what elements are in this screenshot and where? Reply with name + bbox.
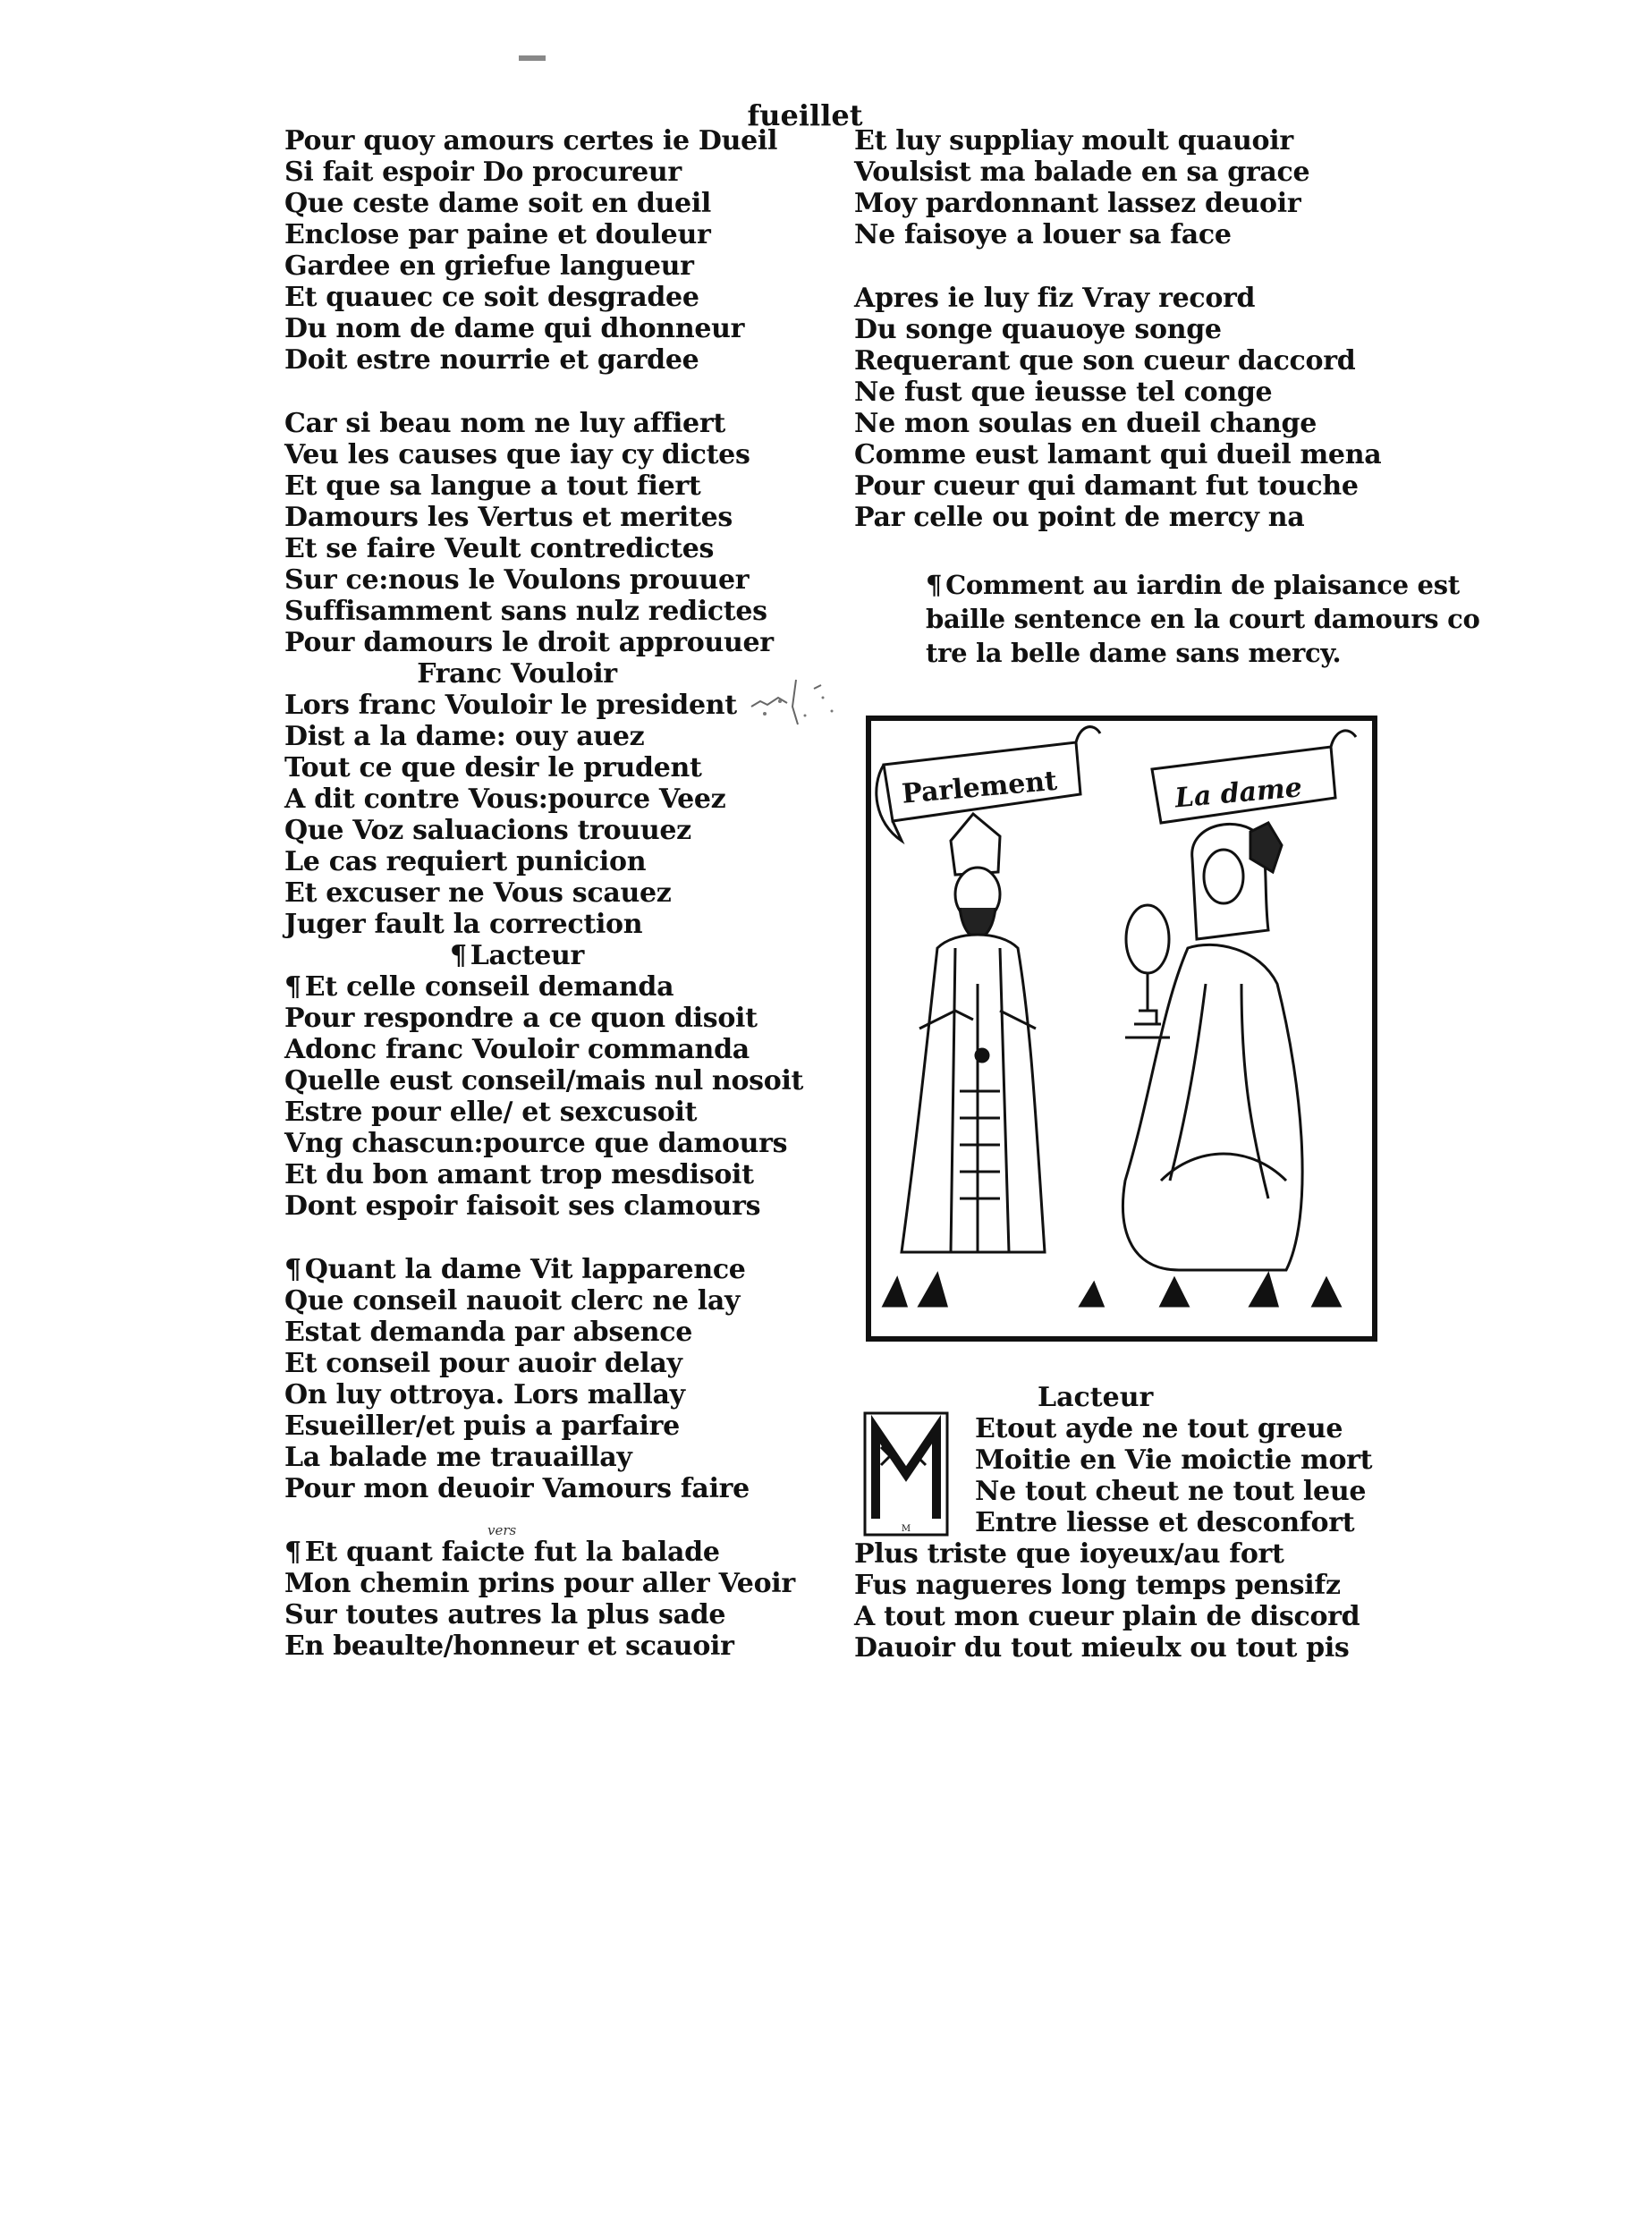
stanza-1 — [284, 125, 778, 376]
stanza-3 — [284, 690, 750, 940]
verse-line: Sur ce:nous le Voulons prouuer — [284, 564, 750, 596]
stray-ink-mark — [733, 662, 859, 742]
verse-line: Esueiller/et puis a parfaire — [284, 1410, 680, 1442]
banner-left-label: Parlement — [900, 765, 1059, 810]
verse-line: Dist a la dame: ouy auez — [284, 721, 645, 752]
verse-line: Et du bon amant trop mesdisoit — [284, 1159, 754, 1190]
verse-line: Et se faire Veult contredictes — [284, 533, 715, 564]
verse-line: La balade me trauaillay — [284, 1442, 632, 1473]
verse-line: Ne faisoye a louer sa face — [854, 219, 1232, 250]
verse-line: Apres ie luy fiz Vray record — [854, 283, 1256, 314]
chapter-rubric — [926, 568, 1480, 670]
verse-line: Si fait espoir Do procureur — [284, 157, 682, 188]
stanza-gap — [284, 376, 750, 408]
speaker-name: Lacteur — [470, 940, 585, 971]
rubric-line: tre la belle dame sans mercy. — [926, 638, 1342, 668]
pilcrow-icon: ¶ — [284, 1254, 301, 1285]
verse-line: Etout ayde ne tout greue — [975, 1413, 1343, 1444]
verse-line: Dont espoir faisoit ses clamours — [284, 1190, 761, 1222]
verse-line: Moitie en Vie moictie mort — [975, 1444, 1373, 1476]
rubric-line: baille sentence en la court damours co — [926, 604, 1480, 634]
verse-line: Moy pardonnant lassez deuoir — [854, 188, 1301, 219]
verse-line: Sur toutes autres la plus sade — [284, 1599, 726, 1630]
stanza-gap — [854, 250, 1409, 283]
right-column — [854, 125, 1409, 533]
speaker-heading: Lacteur — [1038, 1382, 1154, 1413]
stanza-r3-indented — [975, 1413, 1372, 1538]
verse-line: ¶ Et quant faicte fut la balade — [284, 1537, 720, 1568]
verse-line: Et excuser ne Vous scauez — [284, 877, 672, 909]
verse-line: Adonc franc Vouloir commanda — [284, 1034, 750, 1065]
verse-line: Quelle eust conseil/mais nul nosoit — [284, 1065, 804, 1097]
verse-line: Et conseil pour auoir delay — [284, 1348, 682, 1379]
verse-line: Ne tout cheut ne tout leue — [975, 1476, 1367, 1507]
pilcrow-icon: ¶ — [926, 570, 943, 600]
verse-line: A dit contre Vous:pource Veez — [284, 783, 726, 815]
verse-line: Et quauec ce soit desgradee — [284, 282, 699, 313]
stanza-4 — [284, 971, 804, 1222]
stanza-gap — [284, 1504, 750, 1537]
verse-line: Enclose par paine et douleur — [284, 219, 711, 250]
verse-line: Damours les Vertus et merites — [284, 502, 733, 533]
verse-line: Veu les causes que iay cy dictes — [284, 439, 750, 470]
verse-line: Dauoir du tout mieulx ou tout pis — [854, 1632, 1350, 1664]
verse-line: Suffisamment sans nulz redictes — [284, 596, 767, 627]
stanza-r2 — [854, 283, 1409, 533]
verse-line: Estre pour elle/ et sexcusoit — [284, 1097, 698, 1128]
dropcap-letter: M — [901, 1524, 911, 1534]
verse-line: Lors franc Vouloir le president — [284, 690, 737, 721]
verse-line: Tout ce que desir le prudent — [284, 752, 702, 783]
verse-line: Fus nagueres long temps pensifz — [854, 1570, 1341, 1601]
verse-line: Pour respondre a ce quon disoit — [284, 1003, 758, 1034]
folio-heading: fueillet — [747, 98, 863, 132]
pilcrow-icon: ¶ — [284, 1537, 301, 1568]
speaker-heading: Franc Vouloir — [417, 658, 617, 690]
verse-line: Comme eust lamant qui dueil mena — [854, 439, 1382, 470]
verse-line: En beaulte/honneur et scauoir — [284, 1630, 734, 1662]
verse-line: Pour cueur qui damant fut touche — [854, 470, 1359, 502]
verse-line: Plus triste que ioyeux/au fort — [854, 1538, 1284, 1570]
verse-line: Car si beau nom ne luy affiert — [284, 408, 725, 439]
marginal-annotation: vers — [487, 1522, 517, 1538]
stray-ink-dash — [519, 55, 546, 61]
stanza-r3-full — [854, 1538, 1360, 1664]
verse-line: Pour quoy amours certes ie Dueil — [284, 125, 778, 157]
verse-line: Pour damours le droit approuuer — [284, 627, 774, 658]
verse-line: Vng chascun:pource que damours — [284, 1128, 788, 1159]
speaker-heading — [284, 940, 750, 971]
verse-line: Et luy suppliay moult quauoir — [854, 125, 1293, 157]
pilcrow-icon: ¶ — [284, 971, 301, 1003]
verse-line: Que Voz saluacions trouuez — [284, 815, 691, 846]
verse-line: Entre liesse et desconfort — [975, 1507, 1355, 1538]
verse-line: A tout mon cueur plain de discord — [854, 1601, 1360, 1632]
verse-line: Requerant que son cueur daccord — [854, 345, 1356, 377]
verse-line: ¶ Et celle conseil demanda — [284, 971, 674, 1003]
stanza-5 — [284, 1254, 750, 1504]
dropcap-m — [863, 1411, 949, 1537]
verse-line: Pour mon deuoir Vamours faire — [284, 1473, 750, 1504]
verse-line: Juger fault la correction — [284, 909, 643, 940]
verse-line: Le cas requiert punicion — [284, 846, 647, 877]
verse-line: On luy ottroya. Lors mallay — [284, 1379, 685, 1410]
verse-line: Gardee en griefue langueur — [284, 250, 694, 282]
stanza-2 — [284, 408, 774, 658]
pilcrow-icon: ¶ — [449, 940, 467, 971]
stanza-r1 — [854, 125, 1409, 250]
verse-line: Ne fust que ieusse tel conge — [854, 377, 1273, 408]
verse-line: Voulsist ma balade en sa grace — [854, 157, 1310, 188]
verse-line: Estat demanda par absence — [284, 1317, 692, 1348]
stanza-gap — [284, 1222, 750, 1254]
verse-line: ¶ Quant la dame Vit lapparence — [284, 1254, 746, 1285]
verse-line: Du nom de dame qui dhonneur — [284, 313, 745, 344]
verse-line: Doit estre nourrie et gardee — [284, 344, 699, 376]
woodcut-illustration — [866, 716, 1377, 1342]
verse-line: Ne mon soulas en dueil change — [854, 408, 1317, 439]
verse-line: Par celle ou point de mercy na — [854, 502, 1305, 533]
verse-line: Que conseil nauoit clerc ne lay — [284, 1285, 741, 1317]
verse-line: Que ceste dame soit en dueil — [284, 188, 712, 219]
verse-line: Du songe quauoye songe — [854, 314, 1222, 345]
verse-line: Mon chemin prins pour aller Veoir — [284, 1568, 795, 1599]
verse-line: Et que sa langue a tout fiert — [284, 470, 701, 502]
left-column — [284, 125, 804, 1662]
rubric-line: ¶ Comment au iardin de plaisance est — [926, 570, 1460, 600]
banner-right-label: La dame — [1173, 772, 1304, 815]
stanza-6 — [284, 1537, 795, 1662]
